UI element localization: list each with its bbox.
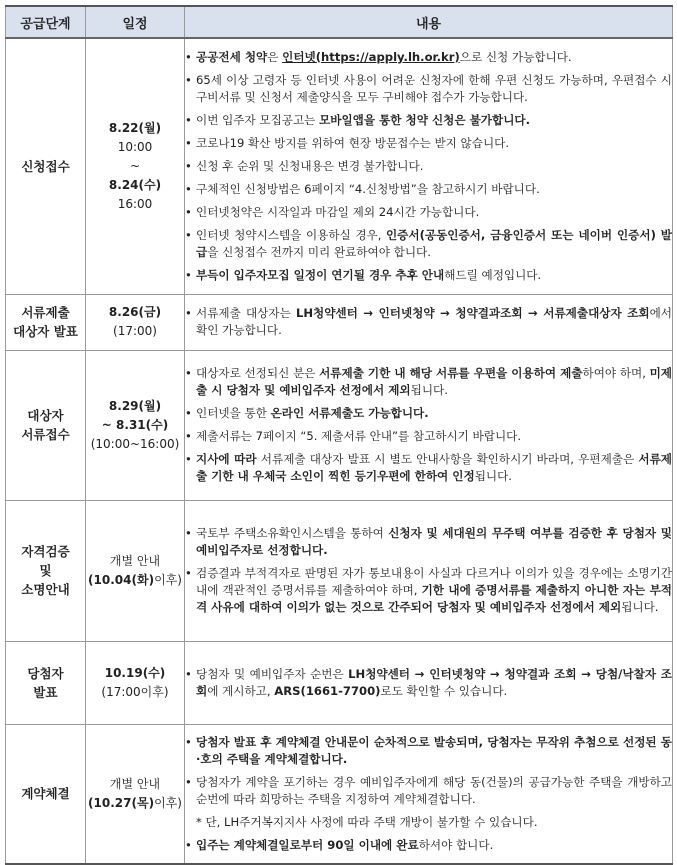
- date-start: (10.04(화): [88, 572, 155, 587]
- list-item: • 부득이 입주자모집 일정이 연기될 경우 추후 안내해드릴 예정입니다.: [185, 267, 672, 284]
- time-range: (10:00~16:00): [90, 436, 180, 451]
- table-row: [6, 38, 673, 294]
- footnote-item: * 단, LH주거복지지사 사정에 따라 주택 개방이 불가할 수 있습니다.: [196, 814, 538, 829]
- list-item: • 지사에 따라 서류제출 대상자 발표 시 별도 안내사항을 확인하시기 바라며, 우편제출은 서류제출 기한 내 우체국 소인이 찍힌 등기우편에 한하여 인정됩니다.: [185, 451, 672, 485]
- content-list: [185, 305, 672, 339]
- content-list: [185, 49, 672, 284]
- content-list: [185, 525, 672, 616]
- date-cell: [86, 38, 185, 294]
- stage-cell: 당첨자 발표: [6, 641, 86, 724]
- stage-label: 신청접수: [21, 158, 70, 174]
- time-start: 10:00: [117, 139, 153, 154]
- list-item: • 대상자로 선정되신 분은 서류제출 기한 내 해당 서류를 우편을 이용하여 제출하여야 하며, 미제출 시 당첨자 및 예비입주자 선정에서 제외됩니다.: [185, 365, 672, 399]
- time-end: 16:00: [117, 196, 153, 211]
- stage-cell: 서류제출 대상자 발표: [6, 294, 86, 350]
- date-start: 10.19(수): [104, 665, 166, 680]
- content-list: [185, 365, 672, 485]
- table-header-row: [6, 6, 673, 38]
- date-cell: [86, 641, 185, 724]
- apply-link[interactable]: 인터넷(https://apply.lh.or.kr): [282, 49, 460, 64]
- list-item: • 제출서류는 7페이지 “5. 제출서류 안내”를 참고하시기 바랍니다.: [185, 428, 672, 445]
- list-item: • 검증결과 부적격자로 판명된 자가 통보내용이 사실과 다르거나 이의가 있을 경우에는 소명기간 내에 객관적인 증명서류를 제출하여야 하며, 기한 내에 증명서류를 제출하지 아니한 자는 부적격 사유에 대하여 이의가 없는 것으로 간주되어 당첨자 및 예비입주자 선정에서 제외됩니다.: [185, 565, 672, 616]
- list-item: • 인터넷청약은 시작일과 마감일 제외 24시간 가능합니다.: [185, 204, 672, 221]
- supply-schedule-table: [5, 5, 673, 865]
- list-item: • 인터넷을 통한 온라인 서류제출도 가능합니다.: [185, 405, 672, 422]
- stage-cell: 계약체결: [6, 724, 86, 864]
- content-cell: [185, 724, 673, 864]
- header-content: 내용: [185, 6, 673, 38]
- list-item: • 공공전세 청약은 인터넷(https://apply.lh.or.kr)으로 신청 가능합니다.: [185, 49, 672, 66]
- table-row: [6, 641, 673, 724]
- content-cell: [185, 500, 673, 641]
- date-note: 개별 안내: [109, 776, 161, 791]
- list-item: • 인터넷 청약시스템을 이용하실 경우, 인증서(공동인증서, 금융인증서 또는 네이버 인증서) 발급을 신청접수 전까지 미리 완료하여야 합니다.: [185, 227, 672, 261]
- stage-cell: [6, 38, 86, 294]
- table-row: [6, 294, 673, 350]
- list-item: • 구체적인 신청방법은 6페이지 “4.신청방법”을 참고하시기 바랍니다.: [185, 181, 672, 198]
- table-row: [6, 350, 673, 500]
- time-start: (17:00): [113, 324, 157, 338]
- list-item: • 당첨자 및 예비입주자 순번은 LH청약센터 → 인터넷청약 → 청약결과 조회 → 당첨/낙찰자 조회에 게시하고, ARS(1661-7700)로도 확인할 수 있습니다.: [185, 666, 672, 700]
- date-tilde: ~: [129, 158, 141, 173]
- table-row: [6, 500, 673, 641]
- stage-cell: 대상자 서류접수: [6, 350, 86, 500]
- content-list: [185, 666, 672, 700]
- header-schedule: 일정: [86, 6, 185, 38]
- date-note: 개별 안내: [109, 553, 161, 568]
- date-cell: 개별 안내 (10.27(목)이후): [86, 724, 185, 864]
- date-start: 8.29(월): [108, 398, 162, 413]
- content-list: [185, 734, 672, 854]
- content-cell: [185, 294, 673, 350]
- date-cell: 개별 안내 (10.04(화)이후): [86, 500, 185, 641]
- schedule-table-wrapper: [5, 5, 672, 855]
- date-end: 8.24(수): [108, 177, 162, 192]
- content-cell: [185, 350, 673, 500]
- table-row: [6, 724, 673, 864]
- time-start: (17:00이후): [101, 684, 169, 699]
- list-item: • 65세 이상 고령자 등 인터넷 사용이 어려운 신청자에 한해 우편 신청도 가능하며, 우편접수 시 구비서류 및 신청서 제출양식을 모두 구비해야 접수가 가능합니다.: [185, 72, 672, 106]
- list-item: • 신청 후 순위 및 신청내용은 변경 불가합니다.: [185, 158, 672, 175]
- list-item: • 서류제출 대상자는 LH청약센터 → 인터넷청약 → 청약결과조회 → 서류제출대상자 조회에서 확인 가능합니다.: [185, 305, 672, 339]
- list-item: • 입주는 계약체결일로부터 90일 이내에 완료하셔야 합니다.: [185, 837, 672, 854]
- date-cell: [86, 294, 185, 350]
- date-end: ~ 8.31(수): [101, 417, 169, 432]
- date-start: (10.27(목): [88, 795, 155, 810]
- header-stage: 공급단계: [6, 6, 86, 38]
- content-cell: [185, 641, 673, 724]
- stage-cell: 자격검증 및 소명안내: [6, 500, 86, 641]
- list-item: • 당첨자 발표 후 계약체결 안내문이 순차적으로 발송되며, 당첨자는 무작위 추첨으로 선정된 동·호의 주택을 계약체결합니다.: [185, 734, 672, 768]
- list-item: • 이번 입주자 모집공고는 모바일앱을 통한 청약 신청은 불가합니다.: [185, 112, 672, 129]
- date-start: 8.26(금): [108, 305, 162, 319]
- date-start: 8.22(월): [108, 120, 162, 135]
- date-cell: [86, 350, 185, 500]
- list-item: • 코로나19 확산 방지를 위하여 현장 방문접수는 받지 않습니다.: [185, 135, 672, 152]
- list-item: • 당첨자가 계약을 포기하는 경우 예비입주자에게 해당 동(건물)의 공급가능한 주택을 개방하고 순번에 따라 희망하는 주택을 지정하여 계약체결합니다.: [185, 774, 672, 808]
- list-item: • 국토부 주택소유확인시스템을 통하여 신청자 및 세대원의 무주택 여부를 검증한 후 당첨자 및 예비입주자로 선정합니다.: [185, 525, 672, 559]
- content-cell: [185, 38, 673, 294]
